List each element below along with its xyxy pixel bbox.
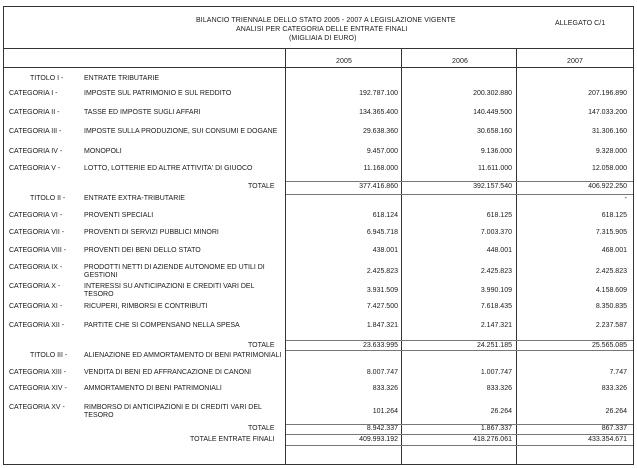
year-2007: 2007 bbox=[567, 58, 583, 65]
categoria-label: CATEGORIA V - bbox=[9, 165, 61, 172]
value-2006: 30.658.160 bbox=[476, 128, 512, 135]
value-2005: 9.457.000 bbox=[366, 148, 398, 155]
categoria-label: CATEGORIA XI - bbox=[9, 303, 63, 310]
totale-label: TOTALE bbox=[248, 342, 275, 349]
value-2005: 409.993.192 bbox=[359, 436, 398, 443]
value-2006: 1.007.747 bbox=[480, 369, 512, 376]
totale-rule-below bbox=[286, 350, 633, 351]
categoria-description: MONOPOLI bbox=[84, 148, 122, 155]
value-2006: 200.302.880 bbox=[473, 90, 512, 97]
value-2006: 3.990.109 bbox=[480, 287, 512, 294]
totale-label: TOTALE bbox=[248, 183, 275, 190]
titolo-label: TITOLO II - bbox=[30, 195, 66, 202]
categoria-description: RICUPERI, RIMBORSI E CONTRIBUTI bbox=[84, 303, 208, 310]
value-2007: 9.328.000 bbox=[595, 148, 627, 155]
categoria-label: CATEGORIA II - bbox=[9, 109, 60, 116]
value-2007: 26.264 bbox=[605, 408, 627, 415]
value-2006: 9.136.000 bbox=[480, 148, 512, 155]
value-2007: 618.125 bbox=[601, 212, 627, 219]
totale-label: TOTALE bbox=[248, 425, 275, 432]
value-2007: 8.350.835 bbox=[595, 303, 627, 310]
categoria-description: PROVENTI DEI BENI DELLO STATO bbox=[84, 247, 201, 254]
title-line-3: (MIGLIAIA DI EURO) bbox=[289, 35, 357, 42]
value-2005: 8.007.747 bbox=[366, 369, 398, 376]
value-2006: 2.147.321 bbox=[480, 322, 512, 329]
categoria-label: CATEGORIA IV - bbox=[9, 148, 63, 155]
categoria-label: CATEGORIA XIII - bbox=[9, 369, 67, 376]
value-2006: 618.125 bbox=[486, 212, 512, 219]
value-2006: 7.003.370 bbox=[480, 229, 512, 236]
value-2005: 134.365.400 bbox=[359, 109, 398, 116]
col-sep-1 bbox=[285, 48, 286, 464]
categoria-label: CATEGORIA VI - bbox=[9, 212, 63, 219]
categoria-description-cont: TESORO bbox=[84, 291, 114, 298]
categoria-label: CATEGORIA IX - bbox=[9, 264, 63, 271]
value-2006: 1.867.337 bbox=[480, 425, 512, 432]
value-2006: 11.611.000 bbox=[478, 165, 512, 172]
categoria-label: CATEGORIA I - bbox=[9, 90, 58, 97]
categoria-description: RIMBORSO DI ANTICIPAZIONI E DI CREDITI VARI DEL bbox=[84, 404, 262, 411]
titolo-description: ALIENAZIONE ED AMMORTAMENTO DI BENI PATRIMONIALI bbox=[84, 352, 282, 359]
totale-rule bbox=[286, 424, 633, 425]
value-2006: 24.251.185 bbox=[476, 342, 512, 349]
value-2006: 140.449.500 bbox=[473, 109, 512, 116]
title-line-2: ANALISI PER CATEGORIA DELLE ENTRATE FINALI bbox=[236, 26, 408, 33]
value-2007: 25.565.085 bbox=[591, 342, 627, 349]
value-2007: 7.747 bbox=[609, 369, 627, 376]
categoria-description: PROVENTI SPECIALI bbox=[84, 212, 154, 219]
value-2007: 833.326 bbox=[601, 385, 627, 392]
value-2005: 618.124 bbox=[372, 212, 398, 219]
value-2005: 192.787.100 bbox=[359, 90, 398, 97]
year-2006: 2006 bbox=[452, 58, 468, 65]
grand-total-rule bbox=[286, 445, 633, 446]
categoria-label: CATEGORIA XIV - bbox=[9, 385, 67, 392]
totale-rule-below bbox=[286, 434, 633, 435]
value-2007: 207.196.890 bbox=[588, 90, 627, 97]
value-2005: 29.638.360 bbox=[362, 128, 398, 135]
value-2007: 433.354.671 bbox=[588, 436, 627, 443]
frame-top bbox=[3, 6, 634, 7]
frame-right bbox=[633, 6, 634, 464]
value-2007: - bbox=[624, 195, 627, 202]
categoria-label: CATEGORIA XII - bbox=[9, 322, 65, 329]
value-2005: 377.416.860 bbox=[359, 183, 398, 190]
value-2005: 833.326 bbox=[372, 385, 398, 392]
value-2006: 7.618.435 bbox=[480, 303, 512, 310]
categoria-label: CATEGORIA VIII - bbox=[9, 247, 67, 254]
value-2007: 7.315.905 bbox=[595, 229, 627, 236]
titolo-label: TITOLO III - bbox=[30, 352, 68, 359]
value-2006: 26.264 bbox=[490, 408, 512, 415]
value-2006: 418.276.061 bbox=[473, 436, 512, 443]
value-2006: 448.001 bbox=[486, 247, 512, 254]
categoria-description: INTERESSI SU ANTICIPAZIONI E CREDITI VARI DEL bbox=[84, 283, 255, 290]
header-bottom-line bbox=[3, 48, 634, 49]
value-2007: 2.425.823 bbox=[595, 268, 627, 275]
value-2005: 6.945.718 bbox=[366, 229, 398, 236]
categoria-label: CATEGORIA VII - bbox=[9, 229, 65, 236]
value-2007: 867.337 bbox=[601, 425, 627, 432]
categoria-description: PARTITE CHE SI COMPENSANO NELLA SPESA bbox=[84, 322, 240, 329]
categoria-description: VENDITA DI BENI ED AFFRANCAZIONE DI CANONI bbox=[84, 369, 252, 376]
value-2007: 12.058.000 bbox=[591, 165, 627, 172]
value-2006: 392.157.540 bbox=[473, 183, 512, 190]
value-2005: 8.942.337 bbox=[366, 425, 398, 432]
categoria-description: TASSE ED IMPOSTE SUGLI AFFARI bbox=[84, 109, 201, 116]
value-2007: 468.001 bbox=[601, 247, 627, 254]
value-2005: 2.425.823 bbox=[366, 268, 398, 275]
totale-rule bbox=[286, 340, 633, 341]
value-2005: 1.847.321 bbox=[366, 322, 398, 329]
categoria-description: PRODOTTI NETTI DI AZIENDE AUTONOME ED UTILI DI bbox=[84, 264, 265, 271]
categoria-description-cont: GESTIONI bbox=[84, 272, 118, 279]
title-line-1: BILANCIO TRIENNALE DELLO STATO 2005 - 2007 A LEGISLAZIONE VIGENTE bbox=[196, 17, 456, 24]
value-2007: 406.922.250 bbox=[588, 183, 627, 190]
value-2006: 2.425.823 bbox=[480, 268, 512, 275]
categoria-label: CATEGORIA XV - bbox=[9, 404, 65, 411]
value-2007: 147.033.200 bbox=[588, 109, 627, 116]
value-2005: 3.931.509 bbox=[366, 287, 398, 294]
categoria-description: PROVENTI DI SERVIZI PUBBLICI MINORI bbox=[84, 229, 219, 236]
categoria-description: LOTTO, LOTTERIE ED ALTRE ATTIVITA' DI GIUOCO bbox=[84, 165, 253, 172]
value-2006: 833.326 bbox=[486, 385, 512, 392]
annex-label: ALLEGATO C/1 bbox=[555, 20, 606, 27]
col-sep-2 bbox=[401, 48, 402, 464]
year-2005: 2005 bbox=[336, 58, 352, 65]
value-2005: 438.001 bbox=[372, 247, 398, 254]
totale-rule bbox=[286, 181, 633, 182]
categoria-description: IMPOSTE SUL PATRIMONIO E SUL REDDITO bbox=[84, 90, 232, 97]
titolo-description: ENTRATE EXTRA-TRIBUTARIE bbox=[84, 195, 185, 202]
categoria-description: AMMORTAMENTO DI BENI PATRIMONIALI bbox=[84, 385, 222, 392]
years-bottom-line bbox=[3, 67, 634, 68]
value-2005: 23.633.995 bbox=[362, 342, 398, 349]
categoria-description-cont: TESORO bbox=[84, 412, 114, 419]
value-2007: 4.158.609 bbox=[595, 287, 627, 294]
titolo-label: TITOLO I - bbox=[30, 75, 64, 82]
grand-total-label: TOTALE ENTRATE FINALI bbox=[190, 436, 275, 443]
col-sep-3 bbox=[516, 48, 517, 464]
categoria-label: CATEGORIA X - bbox=[9, 283, 61, 290]
titolo-description: ENTRATE TRIBUTARIE bbox=[84, 75, 160, 82]
categoria-label: CATEGORIA III - bbox=[9, 128, 62, 135]
totale-rule-below bbox=[286, 194, 633, 195]
value-2007: 2.237.587 bbox=[595, 322, 627, 329]
frame-bottom bbox=[3, 464, 634, 465]
categoria-description: IMPOSTE SULLA PRODUZIONE, SUI CONSUMI E DOGANE bbox=[84, 128, 278, 135]
value-2007: 31.306.160 bbox=[591, 128, 627, 135]
value-2005: 7.427.500 bbox=[366, 303, 398, 310]
value-2005: 101.264 bbox=[372, 408, 398, 415]
frame-left bbox=[3, 6, 4, 464]
value-2005: 11.168.000 bbox=[363, 165, 398, 172]
